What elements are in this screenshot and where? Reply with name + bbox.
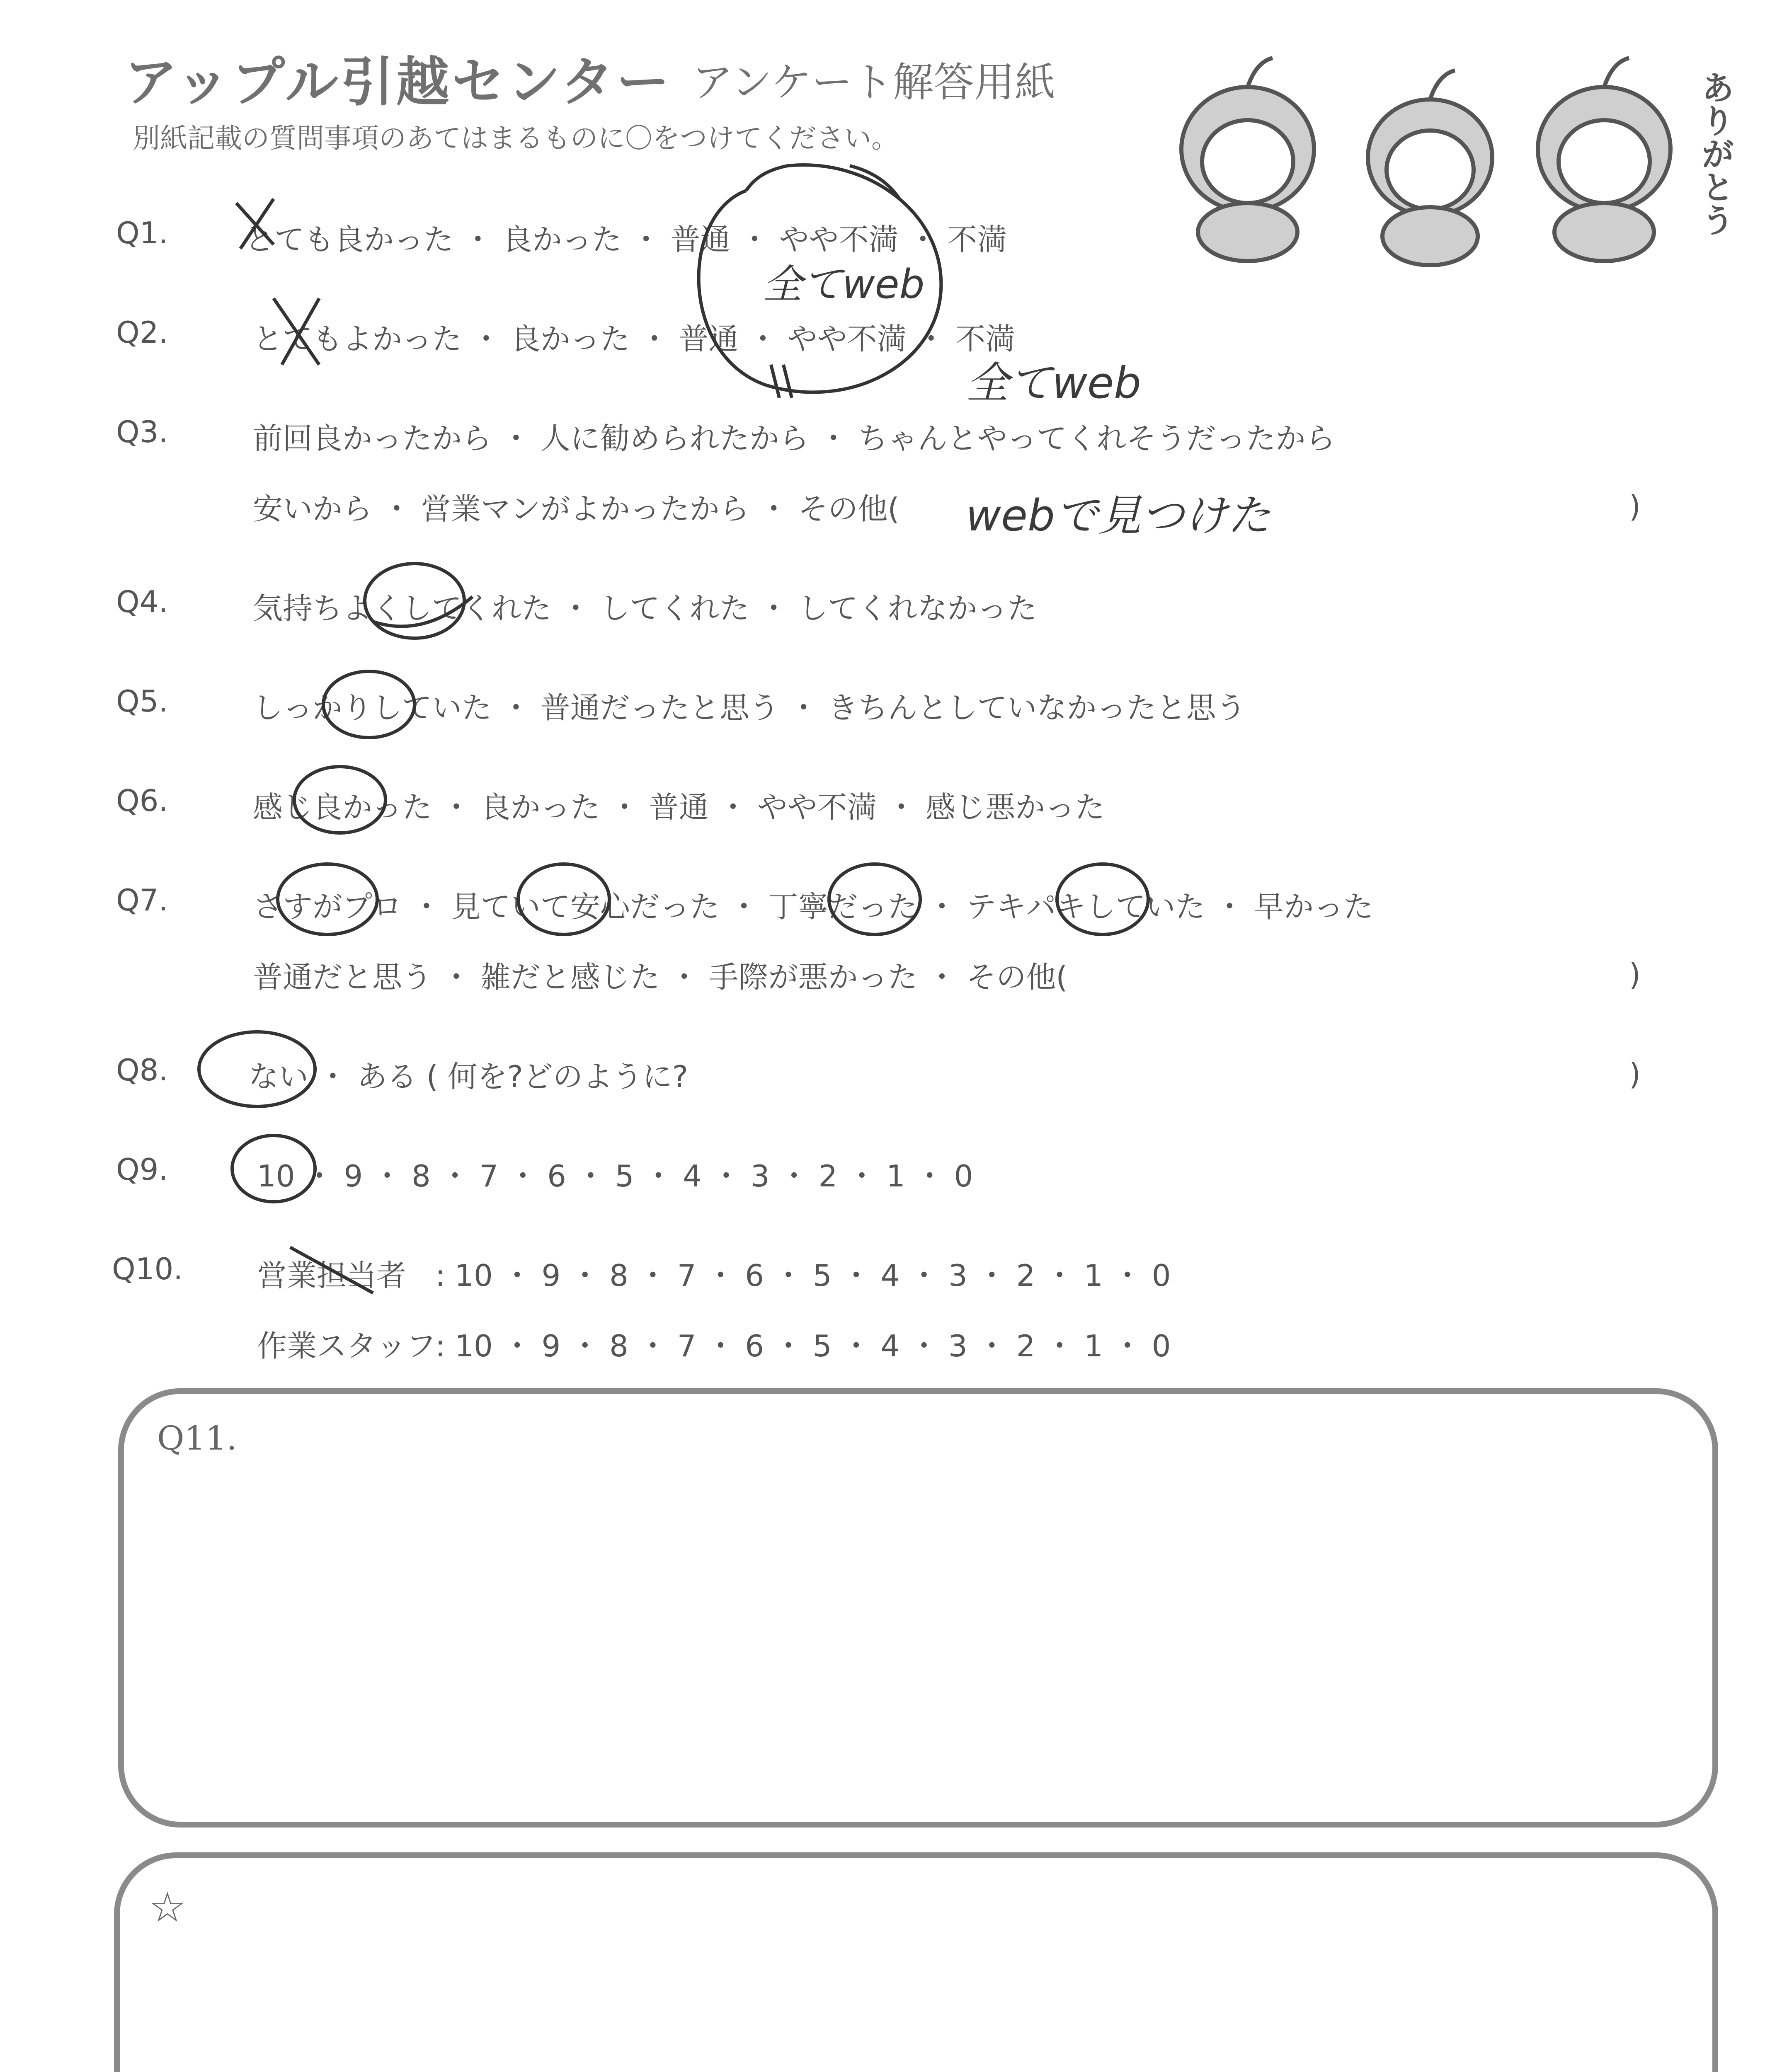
q7-options-row1[interactable]: さすがプロ ・ 見ていて安心だった ・ 丁寧だった ・ テキパキしていた ・ 早かった: [253, 889, 1374, 924]
q9-label: Q9.: [116, 1152, 168, 1187]
q1-options[interactable]: とても良かった ・ 良かった ・ 普通 ・ やや不満 ・ 不満: [245, 222, 1007, 257]
q2-label: Q2.: [116, 315, 168, 350]
q4-options[interactable]: 気持ちよくしてくれた ・ してくれた ・ してくれなかった: [253, 591, 1037, 626]
q2-handwritten-note: 全てweb: [966, 358, 1142, 408]
q8-close-paren: ): [1629, 1057, 1641, 1092]
q5-label: Q5.: [116, 684, 168, 719]
q11-comment-box[interactable]: [118, 1388, 1718, 1828]
q10-label: Q10.: [112, 1251, 183, 1286]
q2-options[interactable]: とてもよかった ・ 良かった ・ 普通 ・ やや不満 ・ 不満: [253, 322, 1016, 356]
q3-label: Q3.: [116, 414, 168, 449]
instruction-text: 別紙記載の質問事項のあてはまるものに〇をつけてください。: [133, 122, 899, 154]
q1-label: Q1.: [116, 215, 168, 250]
q3-close-paren: ): [1629, 489, 1641, 524]
q10-sales-label: 営業担当者: [257, 1258, 407, 1293]
star-box-label: ☆: [149, 1883, 186, 1932]
q8-options[interactable]: ない ・ ある ( 何を?どのように?: [249, 1059, 689, 1094]
mascot-thanks-text: ありがとう: [1696, 70, 1734, 236]
q4-label: Q4.: [116, 584, 168, 619]
q8-label: Q8.: [116, 1053, 168, 1087]
form-subtitle: アンケート解答用紙: [692, 59, 1056, 106]
q11-box-label: Q11.: [157, 1419, 237, 1457]
q3-options-row1[interactable]: 前回良かったから ・ 人に勧められたから ・ ちゃんとやってくれそうだったから: [253, 421, 1336, 456]
q9-scale[interactable]: 10 ・ 9 ・ 8 ・ 7 ・ 6 ・ 5 ・ 4 ・ 3 ・ 2 ・ 1 ・ 0: [257, 1159, 973, 1193]
q3-options-row2[interactable]: 安いから ・ 営業マンがよかったから ・ その他(: [253, 491, 899, 526]
q7-options-row2[interactable]: 普通だと思う ・ 雑だと感じた ・ 手際が悪かった ・ その他(: [253, 960, 1068, 995]
star-comment-box[interactable]: [114, 1852, 1718, 2072]
q7-label: Q7.: [116, 883, 168, 917]
q5-options[interactable]: しっかりしていた ・ 普通だったと思う ・ きちんとしていなかったと思う: [253, 690, 1246, 725]
q10-sales-scale[interactable]: : 10 ・ 9 ・ 8 ・ 7 ・ 6 ・ 5 ・ 4 ・ 3 ・ 2 ・ 1 ・ 0: [435, 1258, 1171, 1293]
q6-label: Q6.: [116, 783, 168, 818]
q10-staff-scale[interactable]: : 10 ・ 9 ・ 8 ・ 7 ・ 6 ・ 5 ・ 4 ・ 3 ・ 2 ・ 1 ・ 0: [435, 1329, 1171, 1363]
q6-options[interactable]: 感じ良かった ・ 良かった ・ 普通 ・ やや不満 ・ 感じ悪かった: [253, 790, 1105, 825]
q10-staff-label: 作業スタッフ: [257, 1329, 436, 1363]
q7-close-paren: ): [1629, 957, 1641, 992]
q1-handwritten-note: 全てweb: [763, 261, 925, 307]
q3-handwritten-other: webで見つけた: [966, 490, 1271, 541]
form-title: アップル引越センター: [124, 51, 672, 113]
